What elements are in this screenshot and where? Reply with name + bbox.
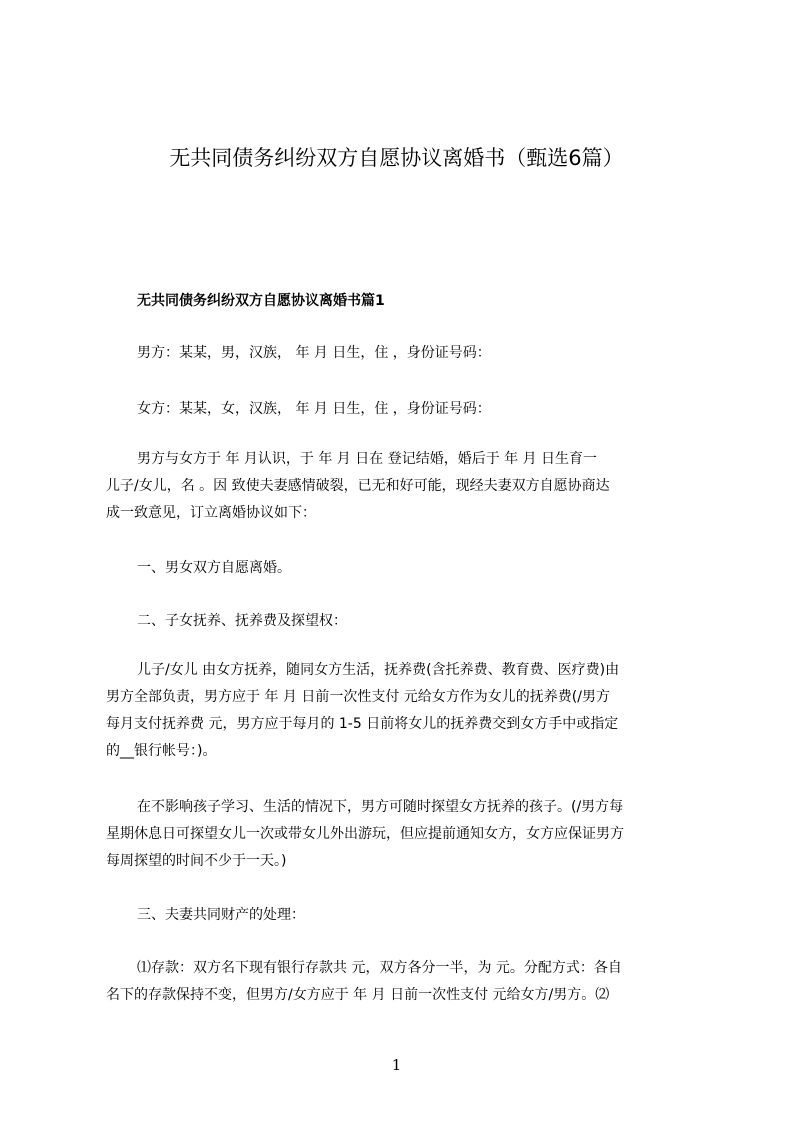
custody-line: 男方全部负责，男方应于 年 月 日前一次性支付 元给女方作为女儿的抚养费(/男方 — [106, 689, 610, 705]
visitation-paragraph — [106, 794, 706, 875]
document-title: 无共同债务纠纷双方自愿协议离婚书（甄选6篇） — [169, 146, 624, 170]
custody-line: 的__银行帐号：)。 — [106, 743, 217, 759]
clause-1: 一、男女双方自愿离婚。 — [137, 560, 291, 576]
clause-3: 三、夫妻共同财产的处理： — [137, 907, 305, 923]
clause-2: 二、子女抚养、抚养费及探望权： — [137, 613, 347, 629]
intro-line: 儿子/女儿，名 。因 致使夫妻感情破裂，已无和好可能，现经夫妻双方自愿协商达 — [106, 478, 610, 494]
male-party-line: 男方：某某，男，汉族， 年 月 日生，住 ，身份证号码： — [137, 345, 491, 361]
deposit-paragraph — [106, 955, 706, 1009]
deposit-line: 名下的存款保持不变，但男方/女方应于 年 月 日前一次性支付 元给女方/男方。⑵ — [106, 987, 610, 1003]
visitation-line: 在不影响孩子学习、生活的情况下，男方可随时探望女方抚养的孩子。(/男方每 — [137, 799, 624, 815]
custody-paragraph — [106, 657, 706, 765]
page-number: 1 — [391, 1056, 402, 1074]
female-party-line: 女方：某某，女，汉族， 年 月 日生，住 ，身份证号码： — [137, 401, 491, 417]
visitation-line: 每周探望的时间不少于一天。) — [106, 853, 287, 869]
intro-paragraph — [106, 446, 706, 527]
deposit-line: ⑴存款：双方名下现有银行存款共 元，双方各分一半，为 元。分配方式：各自 — [137, 960, 622, 976]
visitation-line: 星期休息日可探望女儿一次或带女儿外出游玩，但应提前通知女方，女方应保证男方 — [106, 826, 624, 842]
custody-line: 儿子/女儿 由女方抚养，随同女方生活，抚养费(含托养费、教育费、医疗费)由 — [137, 662, 620, 678]
intro-line: 成一致意见，订立离婚协议如下： — [106, 505, 316, 521]
section-heading: 无共同债务纠纷双方自愿协议离婚书篇1 — [137, 293, 385, 309]
custody-line: 每月支付抚养费 元，男方应于每月的 1-5 日前将女儿的抚养费交到女方手中或指定 — [106, 716, 619, 732]
intro-line: 男方与女方于 年 月认识，于 年 月 日在 登记结婚，婚后于 年 月 日生育一 — [137, 451, 598, 467]
